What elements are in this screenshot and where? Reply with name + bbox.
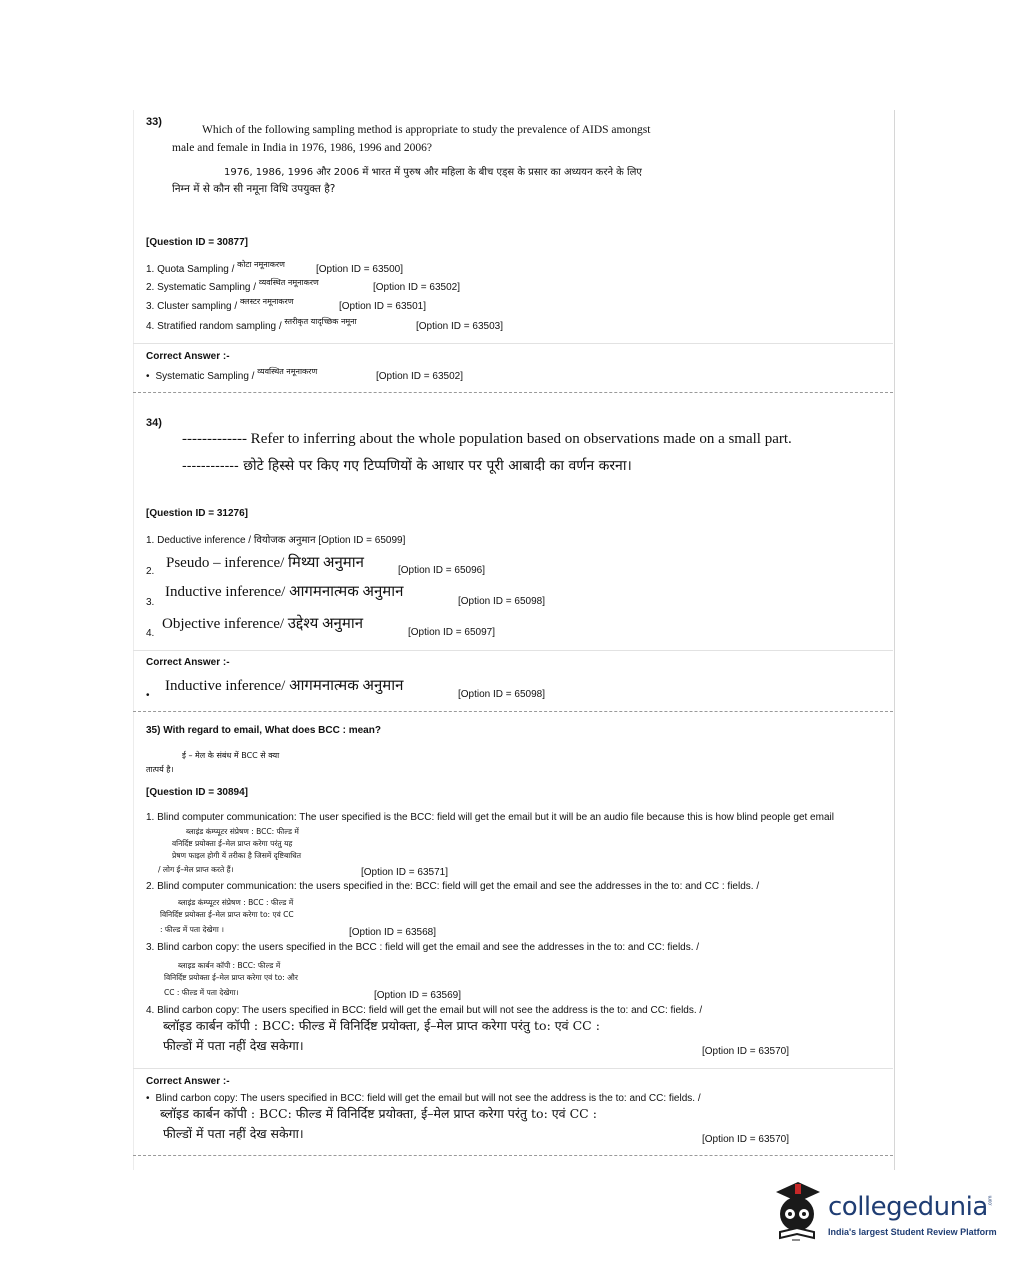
option-id: [Option ID = 63569] [374, 990, 462, 1001]
option-hindi: CC : फील्ड में पता देखेगा। [164, 988, 239, 997]
divider [133, 650, 893, 651]
option-text: Inductive inference/ आगमनात्मक अनुमान [165, 584, 404, 600]
question-id: [Question ID = 30894] [146, 787, 248, 798]
correct-answer [146, 1093, 701, 1104]
logo-wordmark: collegedunia [828, 1192, 988, 1222]
correct-answer-label: Systematic Sampling / [155, 371, 255, 382]
mascot-icon [768, 1180, 826, 1244]
collegedunia-logo[interactable] [768, 1180, 998, 1250]
option-hindi: फील्डों में पता नहीं देख सकेगा। [163, 1038, 304, 1053]
option-text: 1. Blind computer communication: The user specified is the BCC: field will get the email but it will be an audio file because this is how blind people get email [146, 812, 834, 823]
option-id: [Option ID = 63570] [702, 1134, 790, 1145]
option-id: [Option ID = 63502] [373, 282, 461, 293]
separator [133, 392, 893, 393]
option-id: [Option ID = 65097] [408, 627, 496, 638]
option-id: [Option ID = 63502] [376, 371, 464, 382]
option-hindi: विनिर्दिष्ट प्रयोक्ता ई–मेल प्राप्त करेगा एवं to: और [164, 973, 298, 982]
bullet-icon: • [146, 690, 150, 701]
option-number: 3. [146, 597, 155, 608]
question-text-hi: 1976, 1986, 1996 और 2006 में भारत में पुरुष और महिला के बीच एड्स के प्रसार का अध्ययन करने के लिए [224, 167, 642, 178]
option-hindi: ब्लॉइड कार्बन कॉपी : BCC: फील्ड में विनिर्दिष्ट प्रयोक्ता, ई–मेल प्राप्त करेगा परंतु to: एवं CC : [163, 1018, 600, 1033]
option-label: 1. Deductive inference / वियोजक अनुमान [146, 535, 316, 546]
option-hindi: / लोग ई–मेल प्राप्त करते हैं। [158, 865, 234, 874]
option-id: [Option ID = 65096] [398, 565, 486, 576]
correct-answer-heading: Correct Answer :- [146, 1076, 230, 1087]
option-hindi: ब्लाइंड कंम्प्यूटर संप्रेषण : BCC : फील्ड में [178, 898, 294, 907]
question-id: [Question ID = 30877] [146, 237, 248, 248]
question-text-hi: तात्पर्य है। [146, 765, 174, 774]
option-label: 4. Stratified random sampling / [146, 321, 282, 332]
correct-answer-hindi: व्यवस्थित नमूनाकरण [257, 367, 318, 376]
option-label: 2. Systematic Sampling / [146, 282, 257, 293]
correct-answer-heading: Correct Answer :- [146, 351, 230, 362]
question-text-hi: ई – मेल के संबंध में BCC से क्या [182, 751, 280, 760]
correct-answer-hindi: फील्डों में पता नहीं देख सकेगा। [163, 1126, 304, 1141]
question-text-en: 35) With regard to email, What does BCC : mean? [146, 725, 381, 736]
correct-answer-hindi: ब्लॉइड कार्बन कॉपी : BCC: फील्ड में विनिर्दिष्ट प्रयोक्ता, ई–मेल प्राप्त करेगा परंतु to: एवं CC : [160, 1106, 597, 1121]
option-row [146, 260, 285, 275]
correct-answer-heading: Correct Answer :- [146, 657, 230, 668]
option-row [146, 297, 294, 312]
option-row [146, 278, 319, 293]
separator [133, 1155, 893, 1156]
option-id: [Option ID = 65098] [458, 596, 546, 607]
option-id: [Option ID = 63571] [361, 867, 449, 878]
option-label: 3. Cluster sampling / [146, 301, 238, 312]
separator [133, 711, 893, 712]
option-text: 2. Blind computer communication: the users specified in the: BCC: field will get the email and see the addresses in the to: and CC : fields. / [146, 881, 760, 892]
option-hindi: वनिर्दिष्ट प्रयोक्ता ई–मेल प्राप्त करेगा परंतु यह [172, 839, 293, 848]
option-label: 1. Quota Sampling / [146, 264, 235, 275]
correct-answer-text: Blind carbon copy: The users specified in BCC: field will get the email but will not see the address is the to: and CC: fields. / [155, 1093, 701, 1104]
question-text-en: Which of the following sampling method is appropriate to study the prevalence of AIDS amongst [202, 124, 651, 136]
option-id: [Option ID = 63568] [349, 927, 437, 938]
option-hindi: ब्लाइड कार्बन कॉपी : BCC: फील्ड में [178, 961, 281, 970]
option-hindi: विनिर्दिष्ट प्रयोक्ता ई–मेल प्राप्त करेगा to: एवं CC [160, 910, 294, 919]
option-row [146, 317, 357, 332]
option-hindi: क्लस्टर नमूनाकरण [239, 297, 294, 306]
question-text-hi: ------------ छोटे हिस्से पर किए गए टिप्पणियों के आधार पर पूरी आबादी का वर्णन करना। [182, 458, 632, 474]
option-id: [Option ID = 65098] [458, 689, 546, 700]
question-number: 34) [146, 417, 162, 429]
option-id: [Option ID = 63500] [316, 264, 404, 275]
option-id: [Option ID = 63501] [339, 301, 427, 312]
option-hindi: व्यवस्थित नमूनाकरण [258, 278, 319, 287]
option-number: 4. [146, 628, 155, 639]
option-row [146, 532, 405, 546]
option-text: 3. Blind carbon copy: the users specified in the BCC : field will get the email and see the addresses in the to: and CC: fields. / [146, 942, 700, 953]
question-text-en: ------------- Refer to inferring about the whole population based on observations made on a small part. [182, 431, 792, 447]
option-text: Pseudo – inference/ मिथ्या अनुमान [166, 555, 364, 571]
question-id: [Question ID = 31276] [146, 508, 248, 519]
option-text: Objective inference/ उद्देश्य अनुमान [162, 616, 364, 632]
divider [133, 1068, 893, 1069]
option-hindi: स्तरीकृत यादृच्छिक नमूना [284, 317, 357, 326]
correct-answer [146, 367, 318, 382]
option-hindi: ब्लाइंड कंम्प्यूटर संप्रेषण : BCC: फील्ड में [186, 827, 299, 836]
option-id: [Option ID = 63503] [416, 321, 504, 332]
option-id: [Option ID = 65099] [318, 535, 406, 546]
option-hindi: प्रेषण फाइल होगी यें तरीका है जिसमें दृष्टिबाधित [172, 851, 302, 860]
bullet-icon: • [146, 1093, 150, 1104]
option-hindi: कोटा नमूनाकरण [237, 260, 285, 269]
correct-answer-text: Inductive inference/ आगमनात्मक अनुमान [165, 678, 404, 694]
bullet-icon: • [146, 371, 150, 382]
question-text-en: male and female in India in 1976, 1986, 1996 and 2006? [172, 142, 432, 154]
logo-domain: .com [987, 1195, 994, 1207]
logo-tagline: India's largest Student Review Platform [828, 1227, 997, 1237]
option-id: [Option ID = 63570] [702, 1046, 790, 1057]
option-text: 4. Blind carbon copy: The users specified in BCC: field will get the email but will not see the address is the to: and CC: fields. / [146, 1005, 703, 1016]
option-hindi: : फील्ड में पता देखेगा । [160, 925, 225, 934]
question-text-hi: निम्न में से कौन सी नमूना विधि उपयुक्त है? [172, 183, 336, 195]
question-number: 33) [146, 116, 162, 128]
divider [133, 343, 893, 344]
option-number: 2. [146, 566, 155, 577]
